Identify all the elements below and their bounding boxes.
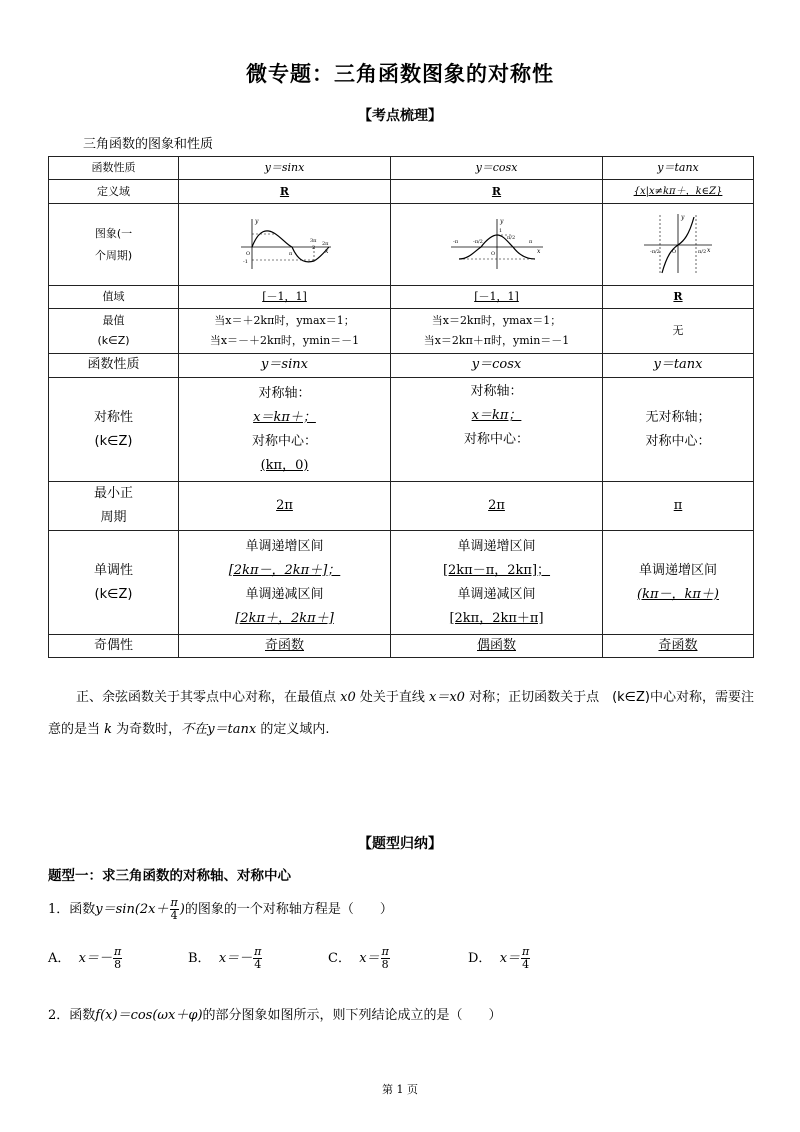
monotonic-cos-dec-label: 单调递减区间	[457, 586, 536, 602]
symmetry-sin-center-label: 对称中心：	[251, 433, 317, 449]
label-period-2: 周期	[100, 510, 127, 525]
cos-graph-tick-neg-pi: -π	[452, 238, 458, 245]
extremum-tan: 无	[603, 309, 754, 354]
tan-graph-tick-neg-half-pi: -π/2	[650, 248, 660, 255]
note-var-tan: y＝tanx	[207, 722, 257, 737]
period-sin: 2π	[276, 497, 293, 513]
monotonic-sin-dec: [2kπ＋，2kπ＋]	[235, 610, 334, 626]
choice-c-den: 8	[381, 958, 389, 972]
choice-b[interactable]	[188, 946, 263, 971]
sin-graph-y-label: y	[254, 217, 258, 225]
monotonic-tan-inc-label: 单调递增区间	[638, 562, 717, 578]
label-monotonic-1: 单调性	[93, 562, 133, 578]
cos-graph-tick-half-pi: π/2	[506, 234, 515, 241]
tan-graph-tick-half-pi: π/2	[698, 248, 707, 255]
cos-graph-y-label: y	[499, 217, 503, 225]
q1-frac-den: 4	[170, 909, 178, 923]
symmetry-cos-axis: x＝kπ；	[471, 408, 522, 423]
header2-tan: y＝tanx	[603, 354, 754, 378]
header2-property: 函数性质	[49, 354, 179, 378]
header-property: 函数性质	[49, 157, 179, 180]
row-range	[49, 286, 754, 309]
symmetry-note	[48, 682, 758, 746]
tan-graph-x-label: x	[707, 246, 711, 254]
q1-close: )	[179, 902, 185, 918]
cos-graph-tick-pi: π	[528, 238, 532, 245]
sin-graph-tick-pi: π	[288, 250, 292, 257]
choice-a[interactable]	[48, 946, 123, 971]
symmetry-cos-axis-label: 对称轴：	[470, 384, 523, 399]
label-extremum-1: 最值	[102, 314, 125, 327]
choice-b-lhs: x＝－	[218, 951, 253, 967]
choice-a-den: 8	[114, 958, 122, 972]
note-var-k: k	[104, 722, 113, 737]
sin-graph-tick-2pi: 2π	[321, 240, 328, 247]
monotonic-cos-inc-label: 单调递增区间	[457, 538, 536, 554]
table-header-row	[49, 157, 754, 180]
q1-expr: y＝sin(2x＋	[95, 902, 169, 918]
q1-number: 1．函数	[48, 902, 96, 918]
extremum-sin-max: 当x＝＋2kπ时，ymax＝1；	[214, 314, 355, 327]
trig-properties-table	[48, 156, 754, 658]
header-tan: y＝tanx	[603, 157, 754, 180]
note-text-2: 处关于直线	[355, 690, 430, 705]
symmetry-cos-center-label: 对称中心：	[463, 432, 529, 447]
choice-b-num: π	[254, 945, 262, 958]
extremum-sin-min: 当x＝－＋2kπ时，ymin＝－1	[209, 334, 360, 347]
extremum-cos-min: 当x＝2kπ＋π时，ymin＝－1	[423, 334, 570, 347]
cos-graph-origin: O	[490, 250, 495, 257]
note-text-5: 的定义域内.	[256, 722, 330, 737]
header-cos: y＝cosx	[391, 157, 603, 180]
cos-graph-tick-neg-half-pi: -π/2	[472, 238, 483, 245]
label-domain: 定义域	[49, 180, 179, 204]
cos-graph-tick-1: 1	[498, 227, 502, 234]
domain-tan: {x|x≠kπ＋，k∈Z}	[633, 186, 723, 198]
note-text-1: 正、余弦函数关于其零点中心对称，在最值点	[76, 690, 341, 705]
choice-c-label: C．	[328, 951, 351, 967]
choice-a-num: π	[114, 945, 122, 958]
label-symmetry-2: (k∈Z)	[94, 433, 133, 449]
extremum-cos-max: 当x＝2kπ时，ymax＝1；	[431, 314, 562, 327]
choice-b-den: 4	[254, 958, 262, 972]
monotonic-sin-inc-label: 单调递增区间	[245, 538, 324, 554]
monotonic-sin-dec-label: 单调递减区间	[245, 586, 324, 602]
choice-a-lhs: x＝－	[78, 951, 112, 967]
tan-graph	[640, 211, 716, 275]
note-var-x0: x0	[340, 690, 356, 705]
label-extremum-2: (k∈Z)	[97, 334, 130, 347]
q2-number: 2．函数	[48, 1008, 96, 1023]
question-1	[48, 897, 393, 922]
symmetry-sin-center: (kπ，0)	[260, 457, 309, 473]
sin-graph	[237, 215, 333, 271]
cos-graph-x-label: x	[536, 247, 540, 255]
row-symmetry	[49, 378, 754, 482]
domain-cos: R	[491, 184, 502, 198]
table-caption: 三角函数的图象和性质	[83, 137, 214, 152]
row-domain	[49, 180, 754, 204]
page-title: 微专题：三角函数图象的对称性	[246, 62, 554, 86]
label-period-1: 最小正	[93, 486, 133, 501]
choice-d-den: 4	[522, 958, 530, 972]
label-graph-1: 图象(一	[94, 226, 133, 240]
tan-graph-origin: O	[672, 248, 677, 255]
row-graph	[49, 204, 754, 286]
header2-sin: y＝sinx	[179, 354, 391, 378]
q1-fraction	[170, 897, 179, 922]
section-heading-review: 【考点梳理】	[358, 108, 442, 124]
note-text-3: 对称；正切函数关于点 (k∈Z)中心对称，需要注意的是当	[48, 690, 754, 737]
choice-b-label: B．	[188, 951, 211, 967]
table-header-row-2	[49, 354, 754, 378]
parity-cos: 偶函数	[476, 637, 516, 653]
sin-graph-tick-3pi: 3π	[309, 237, 316, 244]
question-2	[48, 1004, 502, 1023]
note-var-line: x＝x0	[429, 690, 465, 705]
row-extremum	[49, 309, 754, 354]
range-tan: R	[673, 290, 683, 304]
range-cos: [－1，1]	[474, 290, 519, 304]
parity-tan: 奇函数	[658, 637, 698, 653]
period-tan: π	[673, 497, 683, 513]
label-range: 值域	[49, 286, 179, 309]
range-sin: [－1，1]	[262, 290, 307, 304]
cos-graph	[447, 215, 547, 271]
tan-graph-y-label: y	[681, 213, 685, 221]
q2-expr: f(x)＝cos(ωx＋φ)	[95, 1008, 203, 1023]
page-footer: 第 1 页	[382, 1083, 418, 1096]
monotonic-cos-inc: [2kπ－π，2kπ]；	[442, 562, 551, 578]
choice-d-label: D．	[468, 951, 492, 967]
choice-d[interactable]	[468, 946, 531, 971]
row-period	[49, 482, 754, 531]
sin-graph-tick-neg1: -1	[242, 258, 248, 265]
note-not-in: 不在	[181, 722, 208, 737]
symmetry-sin-axis-label: 对称轴：	[258, 385, 311, 401]
parity-sin: 奇函数	[264, 637, 304, 653]
monotonic-tan-inc: (kπ－，kπ＋)	[637, 586, 719, 602]
choice-c-lhs: x＝	[359, 951, 380, 967]
sin-graph-x-label: x	[324, 247, 328, 255]
monotonic-sin-inc: [2kπ－，2kπ＋]；	[228, 562, 341, 578]
choice-a-label: A．	[48, 951, 71, 967]
section-heading-types: 【题型归纳】	[358, 836, 442, 852]
choice-d-num: π	[522, 945, 530, 958]
sin-graph-tick-2: 2	[311, 244, 315, 251]
monotonic-cos-dec: [2kπ，2kπ＋π]	[449, 610, 544, 626]
label-monotonic-2: (k∈Z)	[94, 586, 133, 602]
symmetry-tan-center-label: 对称中心：	[645, 433, 711, 449]
symmetry-sin-axis: x＝kπ＋；	[253, 409, 316, 425]
choice-d-lhs: x＝	[499, 951, 521, 967]
choice-c[interactable]	[328, 946, 391, 971]
q1-frac-num: π	[170, 896, 178, 909]
label-symmetry-1: 对称性	[93, 409, 133, 425]
q2-text: 的部分图象如图所示，则下列结论成立的是（ ）	[202, 1008, 502, 1023]
sin-graph-origin: O	[245, 250, 250, 257]
symmetry-tan-axis: 无对称轴；	[645, 409, 711, 425]
choice-c-num: π	[381, 945, 389, 958]
row-monotonic	[49, 531, 754, 635]
label-graph-2: 个周期)	[94, 248, 133, 262]
period-cos: 2π	[488, 497, 505, 513]
header2-cos: y＝cosx	[391, 354, 603, 378]
row-parity	[49, 635, 754, 658]
label-parity: 奇偶性	[49, 635, 179, 658]
domain-sin: R	[279, 184, 290, 198]
type1-heading: 题型一：求三角函数的对称轴、对称中心	[48, 868, 291, 884]
note-text-4: 为奇数时，	[112, 722, 182, 737]
q1-text: 的图象的一个对称轴方程是（ ）	[184, 902, 393, 918]
header-sin: y＝sinx	[179, 157, 391, 180]
